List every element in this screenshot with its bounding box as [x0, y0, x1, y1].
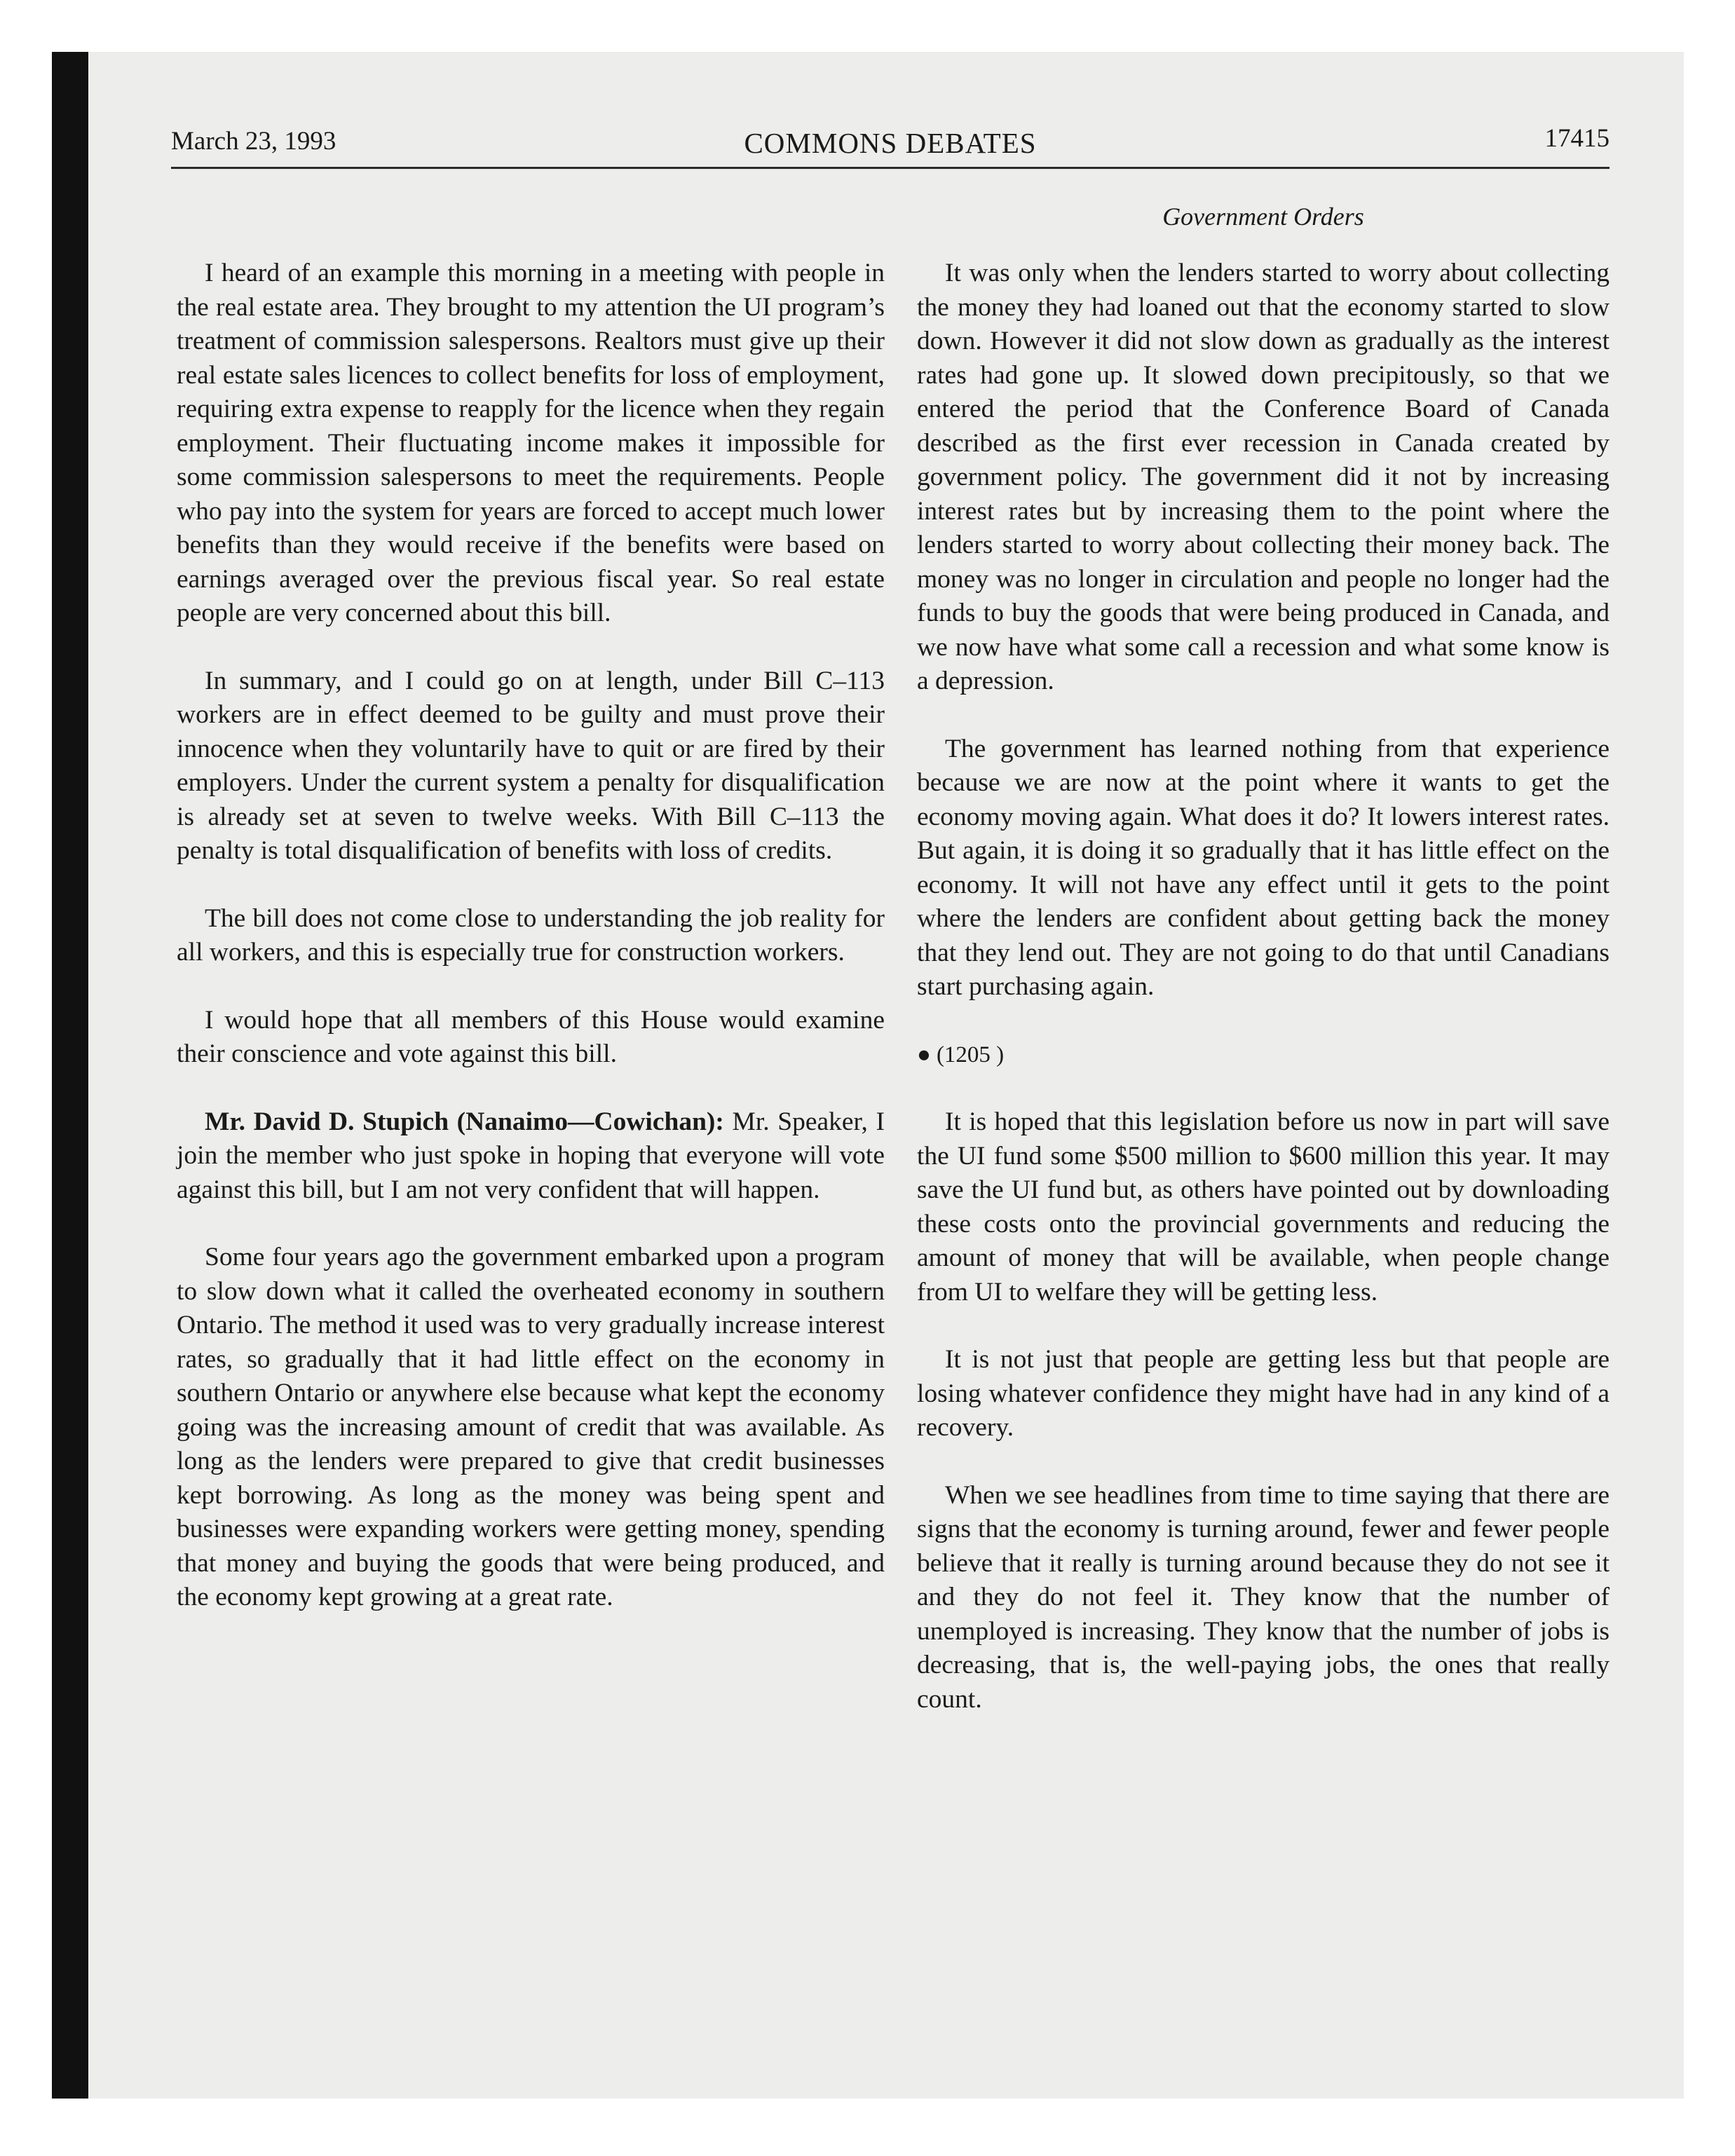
paragraph: I heard of an example this morning in a meeting with people in the real estate area. They brought to my attention the UI program’s treatment of commission salespersons. Realtors must give up their real estate sales licences to collect benefits for loss of employment, requiring extra expense to reapply for the licence when they regain employment. Their fluctuating income makes it impossible for some commission salespersons to meet the requirements. People who pay into the system for years are forced to accept much lower benefits than they would receive if the benefits were based on earnings averaged over the previous fiscal year. So real estate people are very concerned about this bill. [177, 259, 885, 627]
section-label: Government Orders [1162, 203, 1364, 231]
left-column [177, 257, 885, 1649]
right-column [917, 257, 1610, 1750]
paragraph: It is hoped that this legislation before us now in part will save the UI fund some $500 million to $600 million this year. It may save the UI fund but, as others have pointed out by downloading these costs onto the provincial governments and reducing the amount of money that will be available, when people change from UI to welfare they will be getting less. [917, 1107, 1610, 1306]
header-rule [171, 167, 1610, 169]
paragraph: The government has learned nothing from that experience because we are now at the point where it wants to get the economy moving again. What does it do? It lowers interest rates. But again, it is doing it so gradually that it has little effect on the economy. It will not have any effect until it gets to the point where the lenders are confident about getting back the money that they lend out. They are not going to do that until Canadians start purchasing again. [917, 734, 1610, 1001]
page-number: 17415 [1544, 124, 1610, 153]
page-header [171, 123, 1610, 165]
paragraph: It was only when the lenders started to worry about collecting the money they had loaned out that the economy started to slow down. However it did not slow down as gradually as the interest rates had gone up. It slowed down precipitously, so that we entered the period that the Conference Board of Canada described as the first ever recession in Canada created by government policy. The government did it not by increasing interest rates but by increasing them to the point where the lenders started to worry about collecting their money back. The money was no longer in circulation and people no longer had the funds to buy the goods that were being produced in Canada, and we now have what some call a recession and what some know is a depression. [917, 259, 1610, 695]
speaker-name: Mr. David D. Stupich (Nanaimo—Cowichan): [205, 1107, 724, 1136]
paragraph: I would hope that all members of this House would examine their conscience and vote against this bill. [177, 1005, 885, 1068]
time-marker [917, 1038, 1610, 1072]
header-title: COMMONS DEBATES [744, 127, 1037, 159]
paragraph: Some four years ago the government embarked upon a program to slow down what it called the overheated economy in southern Ontario. The method it used was to very gradually increase interest rates, so gradually that it had little effect on the economy in southern Ontario or anywhere else because what kept the economy going was the increasing amount of credit that was available. As long as the lenders were prepared to give that credit businesses kept borrowing. As long as the money was being spent and businesses were expanding workers were getting money, spending that money and buying the goods that were being produced, and the economy kept growing at a great rate. [177, 1243, 885, 1611]
time-marker-text: (1205 ) [936, 1042, 1005, 1067]
header-date: March 23, 1993 [171, 127, 336, 156]
bullet-icon: ● [917, 1042, 931, 1067]
paragraph: In summary, and I could go on at length, under Bill C–113 workers are in effect deemed to be guilty and must prove their innocence when they voluntarily have to quit or are fired by their employers. Under the current system a penalty for disqualification is already set at seven to twelve weeks. With Bill C–113 the penalty is total disqualification of benefits with loss of credits. [177, 666, 885, 865]
paragraph: When we see headlines from time to time saying that there are signs that the economy is turning around, fewer and fewer people believe that it really is turning around because they do not see it and they do not feel it. They know that the number of unemployed is increasing. They know that the number of jobs is decreasing, that is, the well-paying jobs, the ones that really count. [917, 1480, 1610, 1714]
paragraph: The bill does not come close to understanding the job reality for all workers, and this is especially true for construction workers. [177, 903, 885, 967]
binding-edge [52, 52, 88, 2099]
speech-paragraph [177, 1105, 885, 1208]
speech-text: Mr. Speaker, I join the member who just spoke in hoping that everyone will vote against this bill, but I am not very confident that will happen. [177, 1107, 885, 1204]
paragraph: It is not just that people are getting less but that people are losing whatever confidence they might have had in any kind of a recovery. [917, 1345, 1610, 1442]
